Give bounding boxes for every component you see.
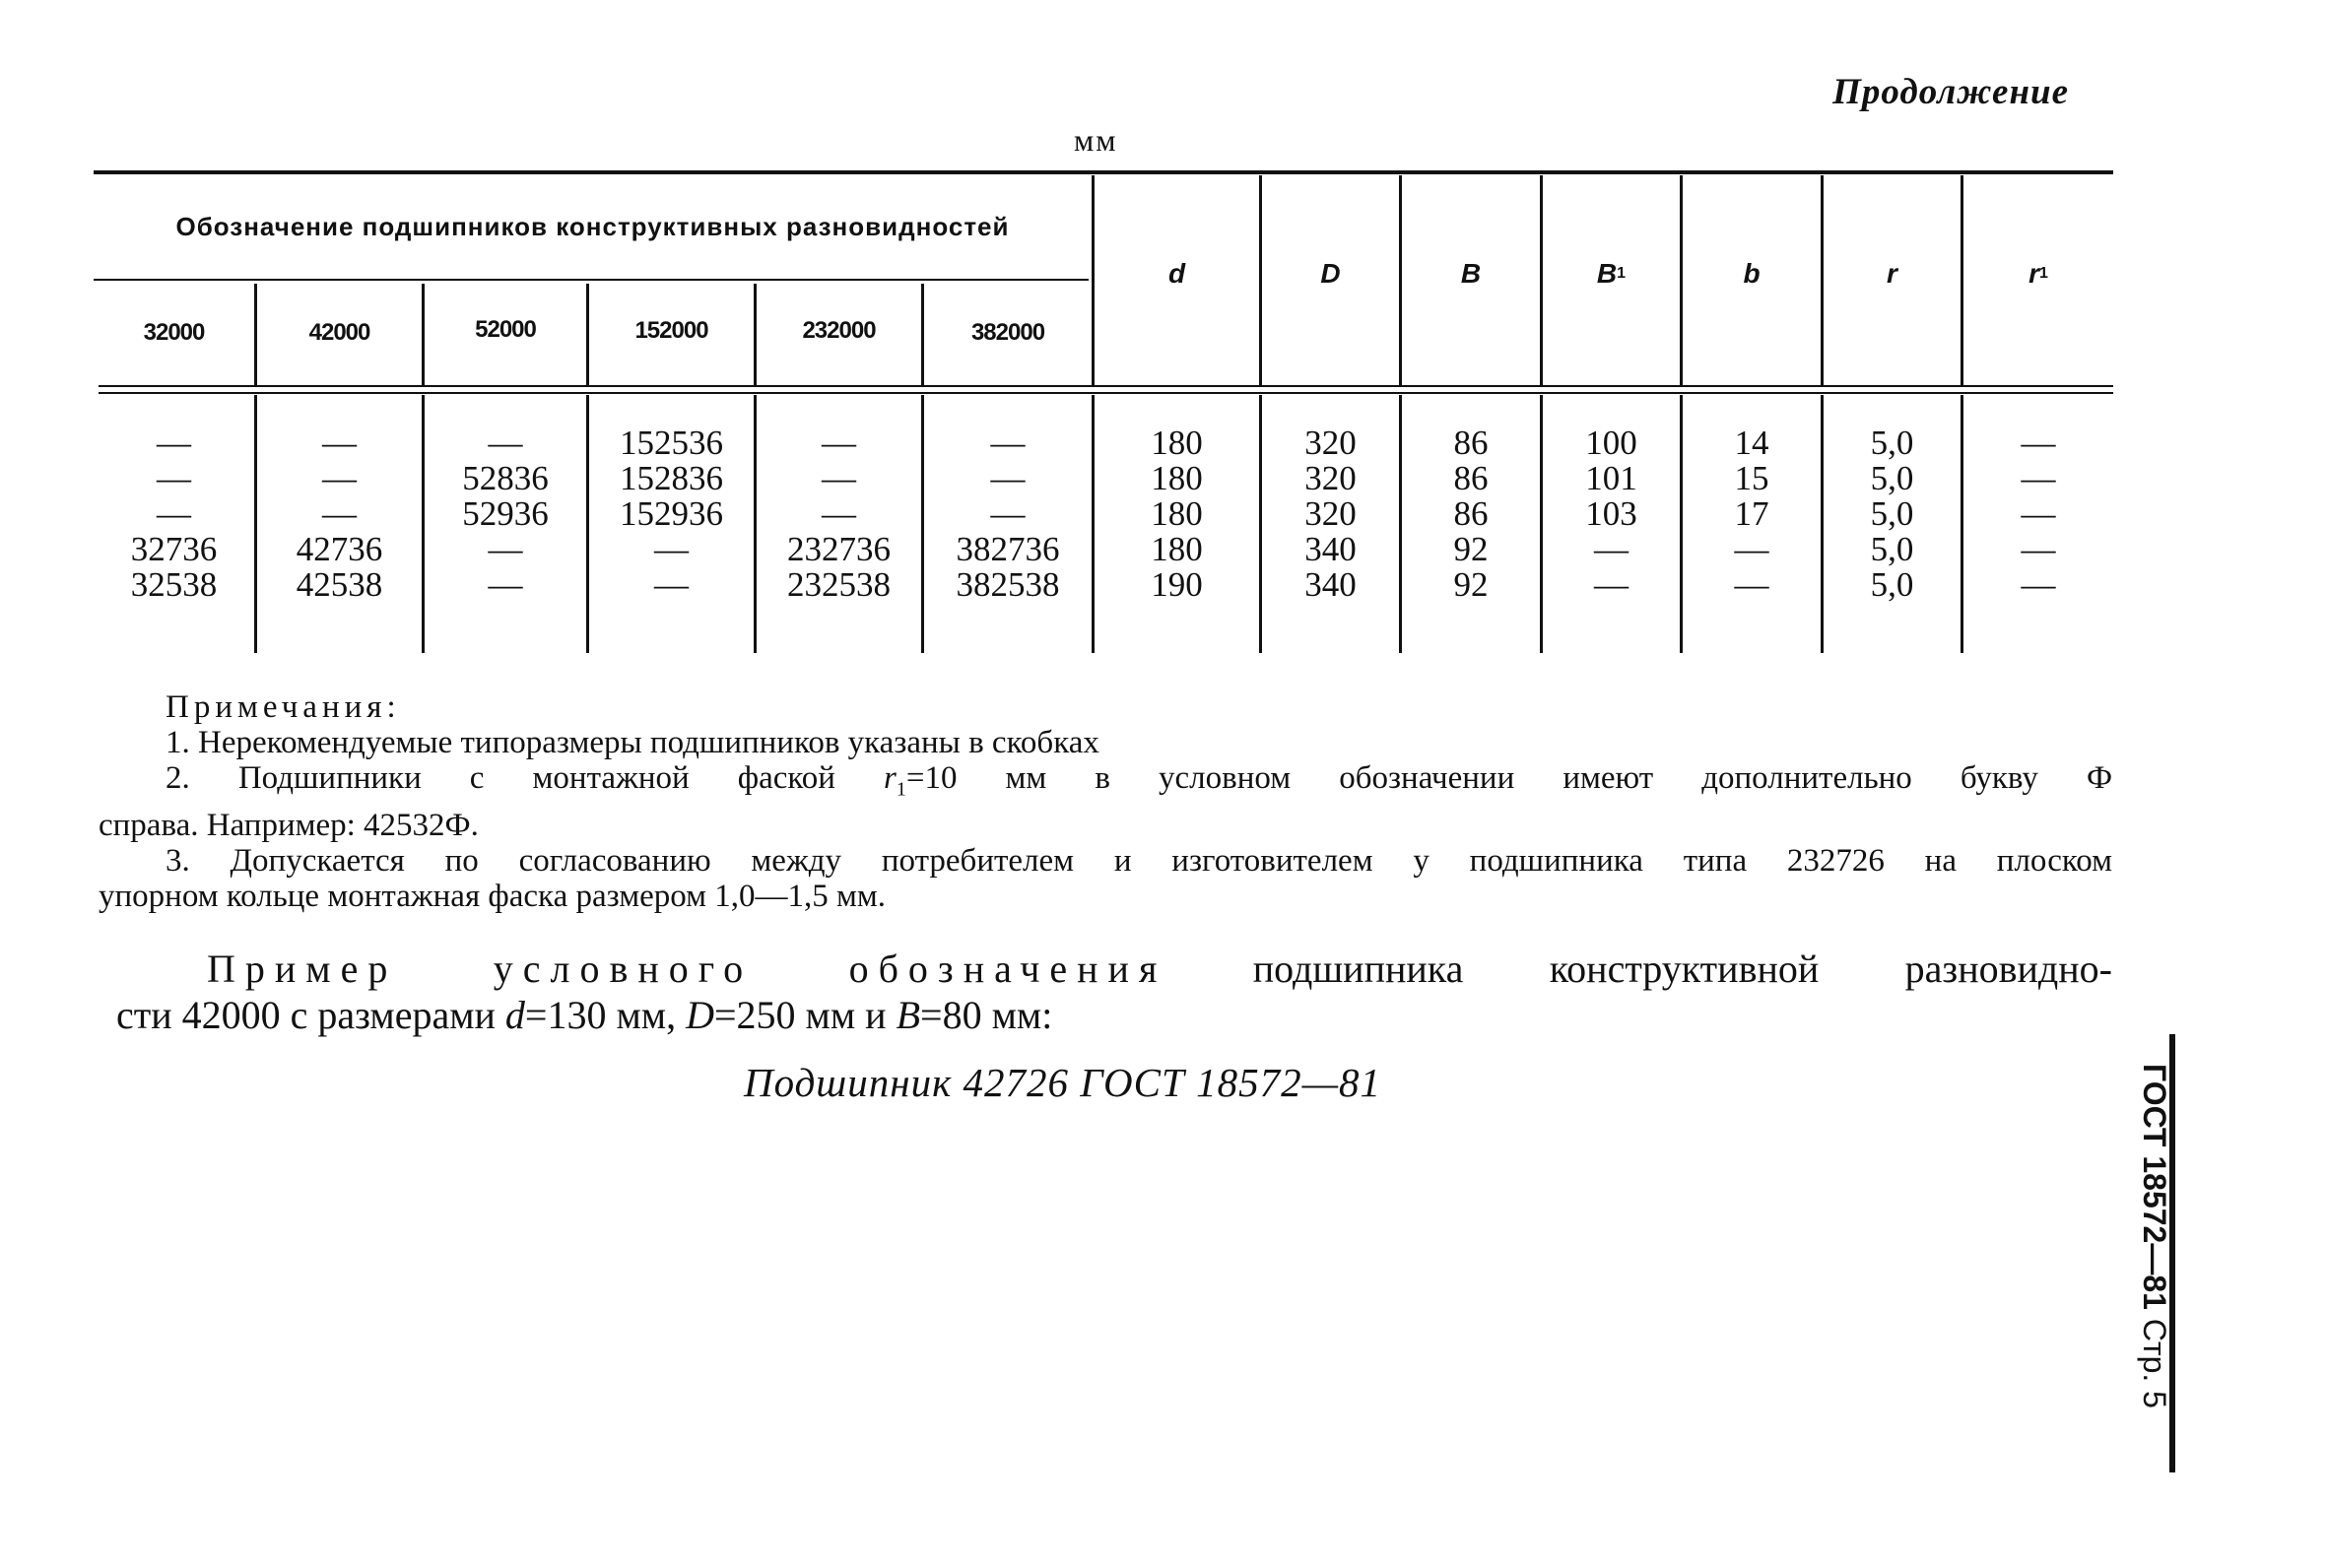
table-cell: 382736 bbox=[956, 530, 1060, 568]
table-cell: 232538 bbox=[787, 565, 891, 604]
table-cell: — bbox=[1734, 565, 1769, 604]
table-cell: 92 bbox=[1453, 530, 1489, 568]
example-text-c: =250 мм и bbox=[714, 993, 897, 1037]
table-cell: 52836 bbox=[462, 459, 549, 497]
group-title: Обозначение подшипников конструктивных разновидностей bbox=[175, 212, 1010, 241]
header-bottom-rule-1 bbox=[99, 385, 2113, 387]
example-designation: Подшипник 42726 ГОСТ 18572—81 bbox=[744, 1060, 1382, 1105]
col-52000-values bbox=[425, 425, 586, 603]
table-cell: 86 bbox=[1453, 494, 1489, 533]
table-cell: 320 bbox=[1304, 424, 1357, 462]
table-cell: — bbox=[2021, 530, 2056, 568]
table-cell: — bbox=[157, 459, 191, 497]
table-cell: 17 bbox=[1734, 494, 1769, 533]
table-cell: — bbox=[488, 530, 523, 568]
table-cell: 15 bbox=[1734, 459, 1769, 497]
note-3-line-1: 3. Допускается по согласованию между потребителем и изготовителем у подшипника типа 232726 на плоском bbox=[166, 842, 2112, 879]
table-cell: 340 bbox=[1304, 565, 1357, 604]
header-bottom-rule-2 bbox=[99, 392, 2113, 394]
example-var-D: D bbox=[686, 993, 714, 1037]
table-cell: 5,0 bbox=[1870, 530, 1914, 568]
table-cell: 103 bbox=[1585, 494, 1637, 533]
col-header-B1-letter: B bbox=[1596, 258, 1618, 289]
table-cell: 152836 bbox=[620, 459, 723, 497]
col-header-r1-letter: r bbox=[2028, 258, 2039, 289]
col-header-b: b bbox=[1743, 258, 1761, 289]
table-cell: — bbox=[654, 565, 689, 604]
table-cell: 100 bbox=[1585, 424, 1637, 462]
col-382000-values bbox=[924, 425, 1092, 603]
table-cell: — bbox=[157, 424, 191, 462]
col-header-D: D bbox=[1320, 258, 1341, 289]
table-cell: — bbox=[654, 530, 689, 568]
note-2-line-1 bbox=[99, 760, 2112, 808]
side-page-label bbox=[2130, 1064, 2172, 1408]
standard-code: ГОСТ 18572—81 bbox=[2137, 1064, 2172, 1310]
table-cell: — bbox=[990, 424, 1026, 462]
table-top-rule bbox=[94, 170, 2113, 174]
table-cell: 180 bbox=[1151, 424, 1203, 462]
notes-title: Примечания: bbox=[166, 689, 401, 725]
table-cell: 86 bbox=[1453, 424, 1489, 462]
col-header-42000: 42000 bbox=[308, 319, 370, 346]
table-cell: 42736 bbox=[296, 530, 383, 568]
note-1: 1. Нерекомендуемые типоразмеры подшипников указаны в скобках bbox=[166, 725, 1099, 760]
notes-block bbox=[99, 689, 2112, 914]
col-B1-values bbox=[1543, 425, 1680, 603]
col-header-B1 bbox=[1543, 175, 1680, 372]
table-cell: — bbox=[2021, 459, 2056, 497]
example-text-d: =80 мм: bbox=[920, 993, 1053, 1037]
table-cell: 101 bbox=[1585, 459, 1637, 497]
col-r1-values bbox=[1963, 425, 2113, 603]
table-cell: — bbox=[1594, 565, 1629, 604]
table-cell: — bbox=[822, 424, 856, 462]
example-heading-words: Пример условного обозначения bbox=[207, 947, 1167, 991]
example-line-2 bbox=[116, 992, 2112, 1038]
table-cell: 320 bbox=[1304, 459, 1357, 497]
table-cell: — bbox=[990, 459, 1026, 497]
note-2-line-2: справа. Например: 42532Ф. bbox=[99, 807, 479, 843]
example-var-d: d bbox=[504, 993, 525, 1037]
table-cell: 32538 bbox=[130, 565, 218, 604]
col-header-232000: 232000 bbox=[802, 317, 876, 344]
col-header-r: r bbox=[1887, 258, 1897, 289]
note-3-line-2: упорном кольце монтажная фаска размером 1,0—1,5 мм. bbox=[99, 878, 886, 914]
table-cell: 180 bbox=[1151, 530, 1203, 568]
table-cell: 5,0 bbox=[1870, 494, 1914, 533]
col-header-B1-sub: 1 bbox=[1617, 265, 1627, 282]
col-d-values bbox=[1095, 425, 1259, 603]
example-var-B: B bbox=[896, 993, 921, 1037]
note-2-text-a: 2. Подшипники с монтажной фаской bbox=[166, 760, 835, 796]
example-text-b: =130 мм, bbox=[524, 993, 687, 1037]
table-cell: 5,0 bbox=[1870, 565, 1914, 604]
continuation-label: Продолжение bbox=[1832, 72, 2069, 112]
table-cell: — bbox=[322, 459, 357, 497]
table-cell: — bbox=[822, 494, 856, 533]
table-cell: 86 bbox=[1453, 459, 1489, 497]
note-2-text-b: =10 мм в условном обозначении имеют дополнительно букву Ф bbox=[905, 760, 2113, 796]
table-cell: — bbox=[822, 459, 856, 497]
col-header-152000: 152000 bbox=[634, 317, 708, 344]
table-cell: 92 bbox=[1453, 565, 1489, 604]
col-232000-values bbox=[757, 425, 921, 603]
col-152000-values bbox=[589, 425, 754, 603]
example-text-a: сти 42000 с размерами bbox=[116, 993, 505, 1037]
table-cell: 42538 bbox=[296, 565, 383, 604]
table-cell: 180 bbox=[1151, 459, 1203, 497]
col-B-values bbox=[1402, 425, 1540, 603]
table-cell: 152536 bbox=[620, 424, 723, 462]
col-header-B: B bbox=[1460, 258, 1482, 289]
table-cell: 340 bbox=[1304, 530, 1357, 568]
col-header-d: d bbox=[1167, 258, 1186, 289]
table-cell: 190 bbox=[1151, 565, 1203, 604]
example-block bbox=[116, 946, 2112, 1038]
units-label: мм bbox=[1074, 122, 1118, 158]
note-2-var-sub: 1 bbox=[896, 778, 906, 801]
col-header-r1-sub: 1 bbox=[2039, 265, 2048, 282]
table-cell: — bbox=[990, 494, 1026, 533]
table-cell: — bbox=[322, 424, 357, 462]
table-cell: — bbox=[2021, 565, 2056, 604]
page-number: Стр. 5 bbox=[2137, 1318, 2172, 1408]
table-cell: 180 bbox=[1151, 494, 1203, 533]
table-cell: 152936 bbox=[620, 494, 723, 533]
table-cell: — bbox=[2021, 494, 2056, 533]
example-line-1-rest: подшипника конструктивной разновидно- bbox=[1252, 947, 2112, 991]
col-32000-values bbox=[94, 425, 254, 603]
table-cell: 32736 bbox=[130, 530, 218, 568]
col-D-values bbox=[1262, 425, 1399, 603]
table-cell: — bbox=[1594, 530, 1629, 568]
table-cell: — bbox=[1734, 530, 1769, 568]
table-cell: — bbox=[157, 494, 191, 533]
col-b-values bbox=[1683, 425, 1821, 603]
col-r-values bbox=[1824, 425, 1961, 603]
table-cell: — bbox=[322, 494, 357, 533]
table-cell: 14 bbox=[1734, 424, 1769, 462]
table-cell: 320 bbox=[1304, 494, 1357, 533]
table-cell: — bbox=[488, 565, 523, 604]
col-42000-values bbox=[257, 425, 422, 603]
col-header-32000: 32000 bbox=[143, 319, 205, 346]
table-cell: 232736 bbox=[787, 530, 891, 568]
col-header-r1 bbox=[1963, 175, 2113, 372]
table-cell: 382538 bbox=[956, 565, 1060, 604]
col-header-382000: 382000 bbox=[970, 319, 1045, 346]
table-cell: 5,0 bbox=[1870, 459, 1914, 497]
table-cell: — bbox=[2021, 424, 2056, 462]
example-line-1 bbox=[116, 946, 2112, 992]
table-cell: 5,0 bbox=[1870, 424, 1914, 462]
table-cell: 52936 bbox=[462, 494, 549, 533]
table-cell: — bbox=[488, 424, 523, 462]
note-2-var-r: r bbox=[884, 760, 897, 796]
col-header-52000: 52000 bbox=[475, 316, 536, 343]
